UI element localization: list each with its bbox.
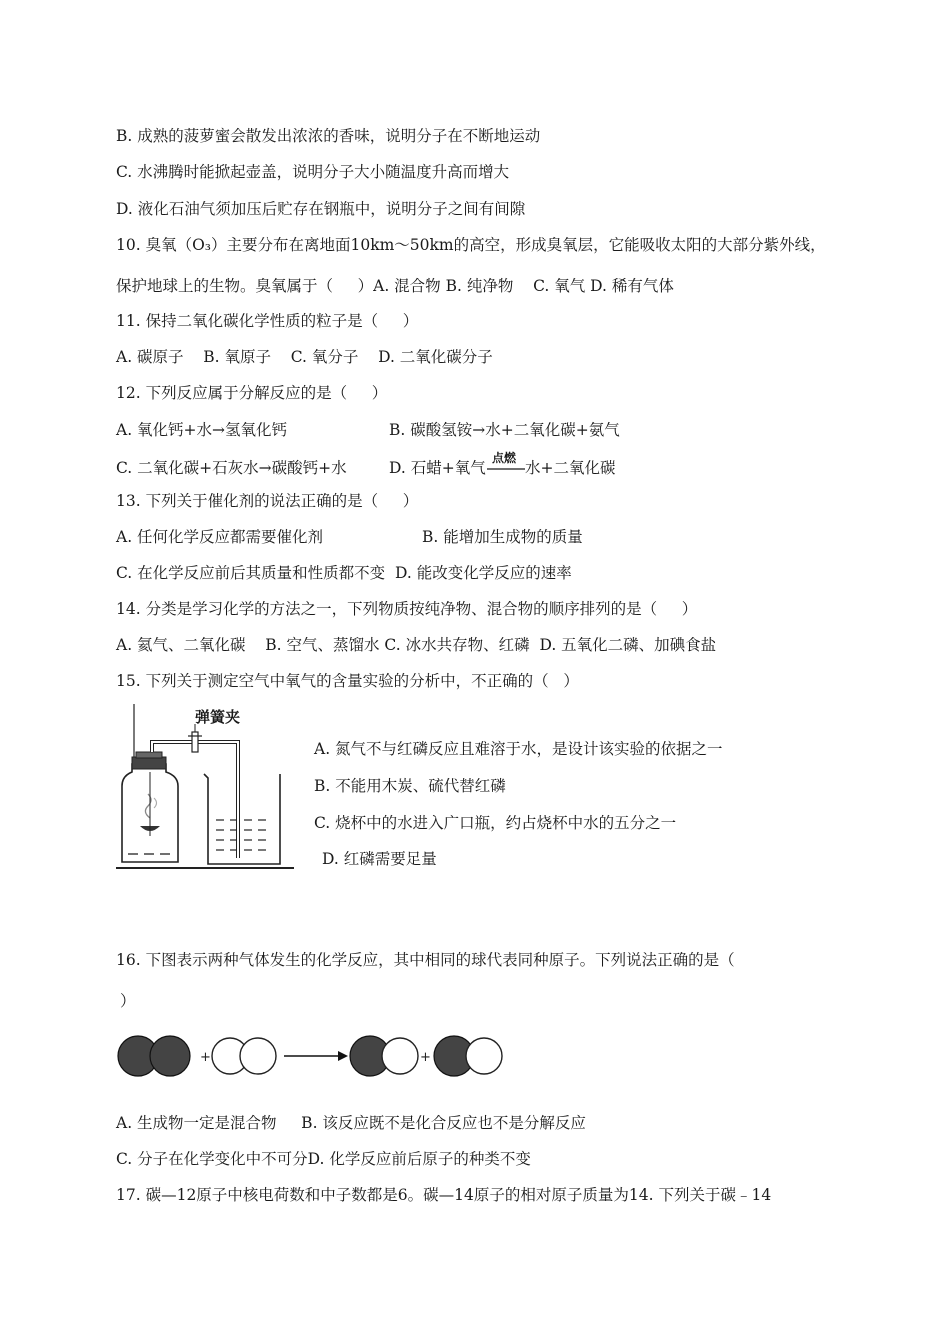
apparatus-diagram — [112, 702, 302, 874]
svg-text:+: + — [200, 1050, 211, 1065]
q16-stem-line1: 16. 下图表示两种气体发生的化学反应，其中相同的球代表同种原子。下列说法正确的是（ — [116, 951, 735, 969]
q13-option-b: B. 能增加生成物的质量 — [422, 528, 583, 546]
q16-options-ab: A. 生成物一定是混合物 B. 该反应既不是化合反应也不是分解反应 — [116, 1114, 586, 1132]
light-atom — [382, 1038, 418, 1074]
spring-clamp-label: 弹簧夹 — [195, 708, 241, 726]
q11-options: A. 碳原子 B. 氧原子 C. 氧分子 D. 二氧化碳分子 — [116, 348, 493, 366]
q9-option-d: D. 液化石油气须加压后贮存在钢瓶中，说明分子之间有间隙 — [116, 200, 526, 218]
q15-option-b: B. 不能用木炭、硫代替红磷 — [314, 777, 506, 795]
q12-option-d-left: D. 石蜡+氧气 — [389, 459, 486, 477]
molecule-reaction-diagram — [116, 1030, 508, 1082]
q13-option-a: A. 任何化学反应都需要催化剂 — [116, 528, 324, 546]
q15-option-d: D. 红磷需要足量 — [322, 850, 437, 868]
light-atom — [240, 1038, 276, 1074]
reaction-arrow — [487, 466, 527, 472]
q9-option-c: C. 水沸腾时能掀起壶盖，说明分子大小随温度升高而增大 — [116, 163, 510, 181]
reaction-condition-label: 点燃 — [492, 451, 517, 465]
q12-option-b: B. 碳酸氢铵→水+二氧化碳+氨气 — [389, 421, 620, 439]
q12-stem: 12. 下列反应属于分解反应的是（ ） — [116, 384, 388, 402]
q12-option-c: C. 二氧化碳+石灰水→碳酸钙+水 — [116, 459, 347, 477]
q10-stem-line1: 10. 臭氧（O₃）主要分布在离地面10km～50km的高空，形成臭氧层，它能吸收太阳的大部分紫外线， — [116, 236, 826, 254]
q17-stem-line1: 17. 碳—12原子中核电荷数和中子数都是6。碳—14原子的相对原子质量为14. 下列关于碳﹣14 — [116, 1186, 772, 1204]
q10-stem-line2: 保护地球上的生物。臭氧属于（ ）A. 混合物 B. 纯净物 C. 氧气 D. 稀有气体 — [116, 277, 674, 295]
q9-option-b: B. 成熟的菠萝蜜会散发出浓浓的香味，说明分子在不断地运动 — [116, 127, 541, 145]
q16-options-cd: C. 分子在化学变化中不可分D. 化学反应前后原子的种类不变 — [116, 1150, 531, 1168]
q12-option-a: A. 氧化钙+水→氢氧化钙 — [116, 421, 288, 439]
q15-option-a: A. 氮气不与红磷反应且难溶于水，是设计该实验的依据之一 — [314, 740, 723, 758]
q14-stem: 14. 分类是学习化学的方法之一，下列物质按纯净物、混合物的顺序排列的是（ ） — [116, 600, 698, 618]
q14-options: A. 氦气、二氧化碳 B. 空气、蒸馏水 C. 冰水共存物、红磷 D. 五氧化二磷、加碘食盐 — [116, 636, 717, 654]
svg-text:+: + — [420, 1050, 431, 1065]
q12-option-d-right: 水+二氧化碳 — [525, 459, 616, 477]
q11-stem: 11. 保持二氧化碳化学性质的粒子是（ ） — [116, 312, 419, 330]
q13-options-cd: C. 在化学反应前后其质量和性质都不变 D. 能改变化学反应的速率 — [116, 564, 572, 582]
q15-option-c: C. 烧杯中的水进入广口瓶，约占烧杯中水的五分之一 — [314, 814, 677, 832]
q13-stem: 13. 下列关于催化剂的说法正确的是（ ） — [116, 492, 419, 510]
dark-atom — [150, 1036, 190, 1076]
light-atom — [466, 1038, 502, 1074]
q15-stem: 15. 下列关于测定空气中氧气的含量实验的分析中，不正确的（ ） — [116, 672, 579, 690]
q16-stem-line2: ） — [120, 992, 136, 1010]
